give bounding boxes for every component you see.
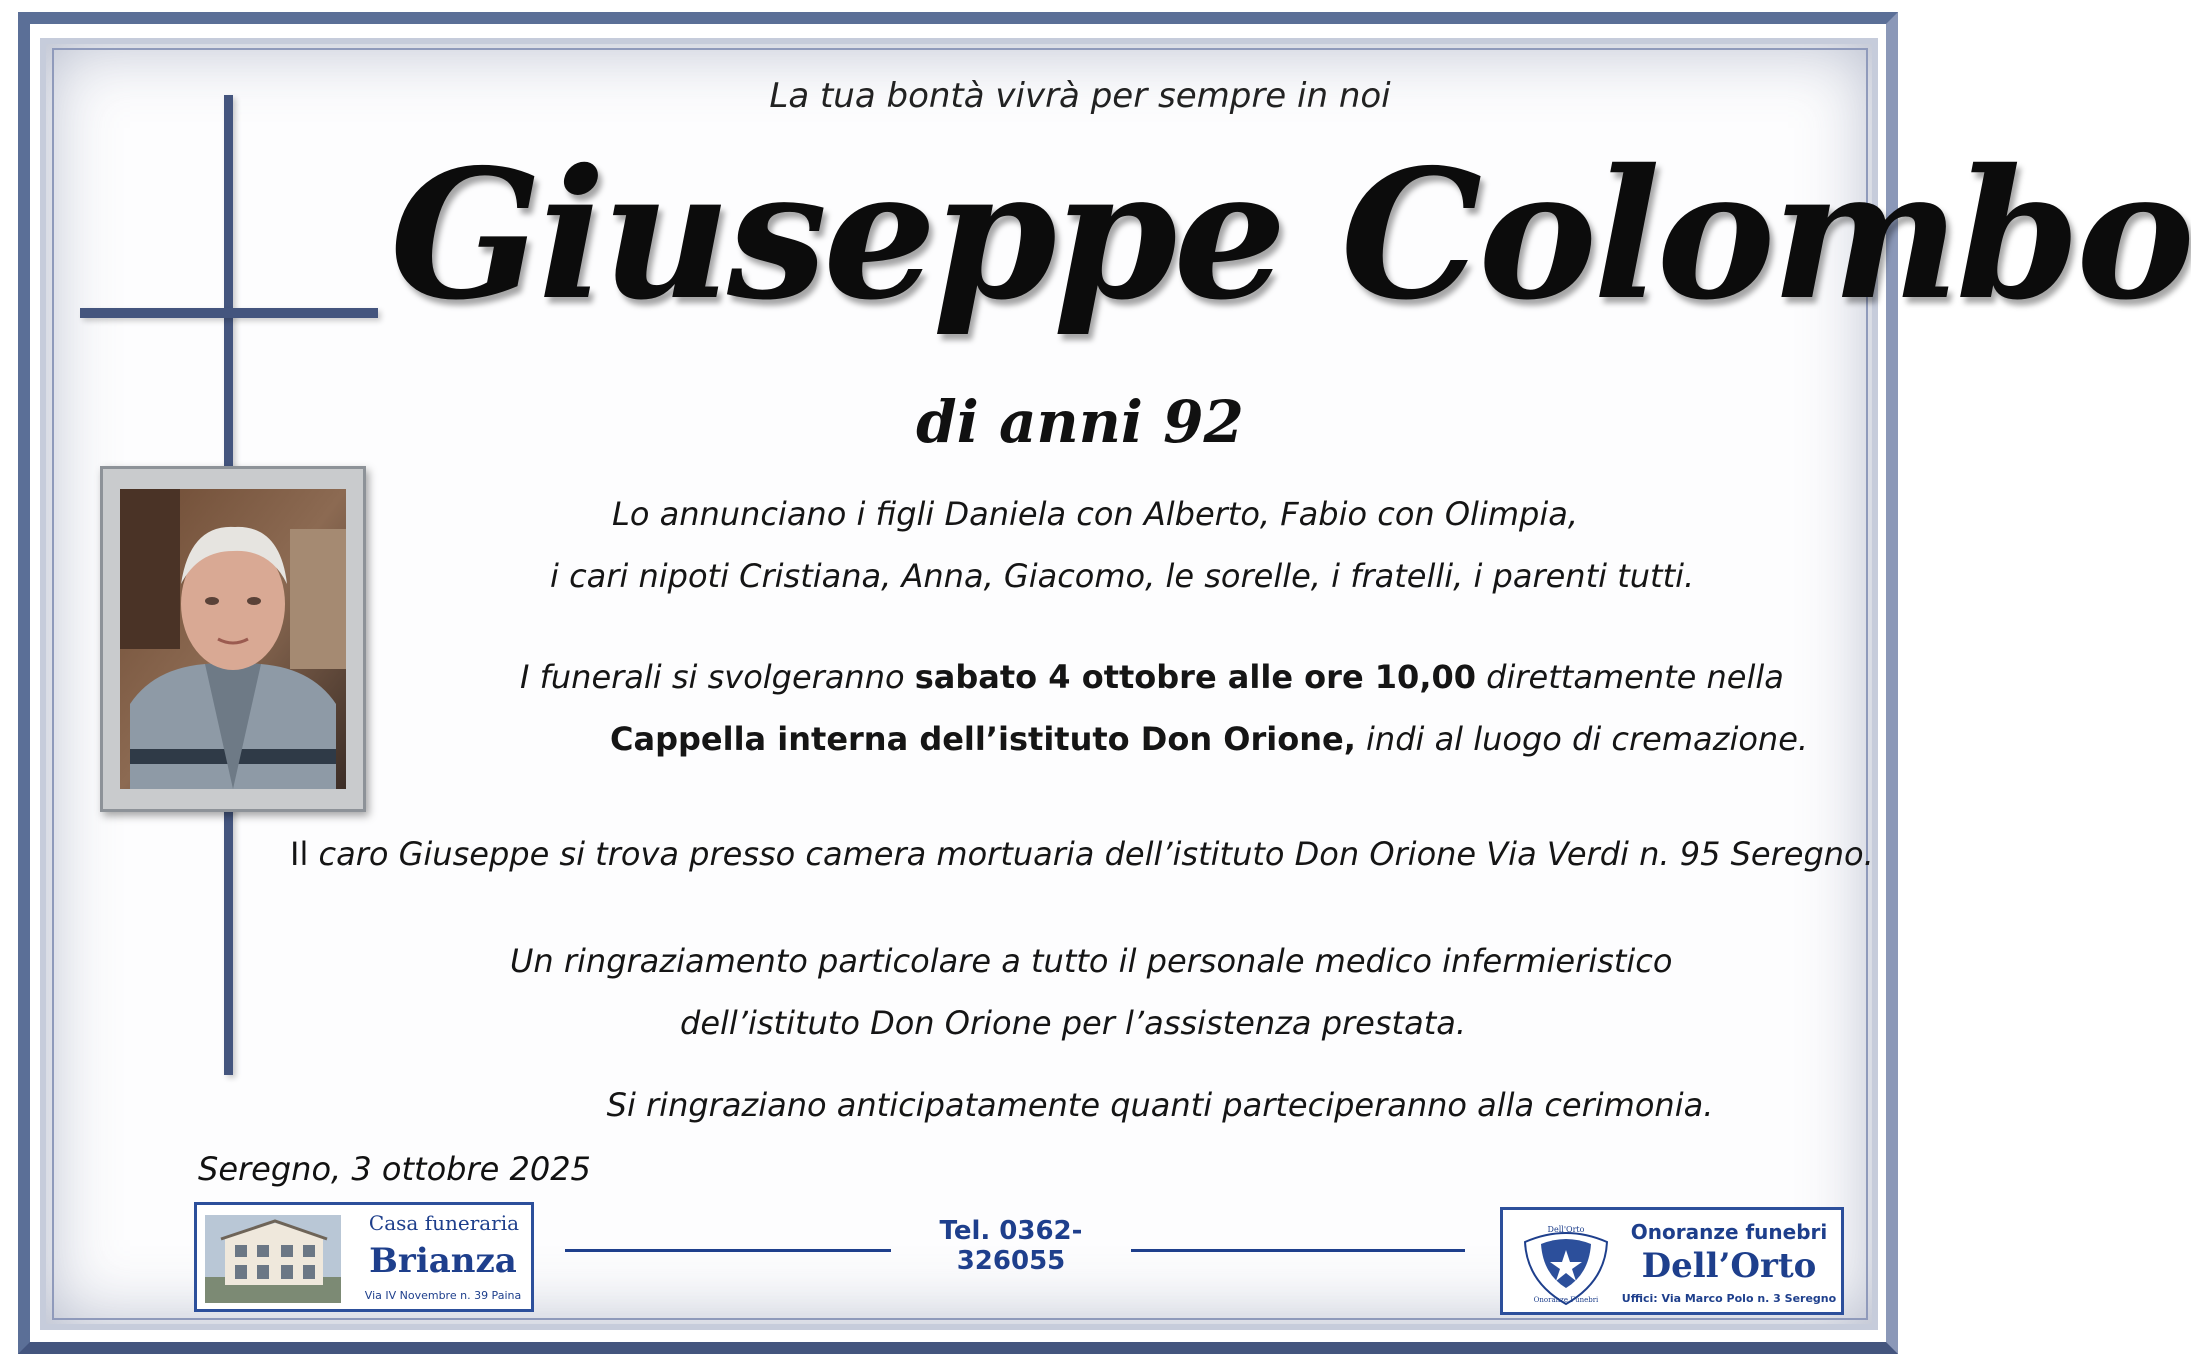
funeral-line-post: direttamente nella xyxy=(1476,658,1784,696)
seal-bottom-text: Onoranze Funebri xyxy=(1533,1296,1599,1304)
chapel-line-post: indi al luogo di cremazione. xyxy=(1355,720,1809,758)
location-text: caro Giuseppe si trova presso camera mortuaria dell’istituto Don Orione Via Verdi n. 95 Seregno. xyxy=(308,835,1874,873)
portrait-frame xyxy=(100,466,366,812)
thanks-line-3: Si ringraziano anticipatamente quanti parteciperanno alla cerimonia. xyxy=(606,1086,1714,1124)
notice-date: Seregno, 3 ottobre 2025 xyxy=(198,1150,591,1188)
seal-icon xyxy=(1519,1220,1613,1308)
cross-horizontal-bar xyxy=(80,308,378,318)
announcement-line-2: i cari nipoti Cristiana, Anna, Giacomo, le sorelle, i fratelli, i parenti tutti. xyxy=(550,557,1695,595)
deceased-age: di anni 92 xyxy=(916,388,1244,456)
funeral-line xyxy=(520,658,1784,696)
portrait-photo xyxy=(120,489,346,789)
location-line xyxy=(290,835,1874,873)
left-logo-line1: Casa funeraria xyxy=(368,1211,520,1235)
funeral-date: sabato 4 ottobre alle ore 10,00 xyxy=(914,658,1476,696)
chapel-name: Cappella interna dell’istituto Don Orione, xyxy=(610,720,1356,758)
left-logo-address: Via IV Novembre n. 39 Paina xyxy=(364,1289,522,1302)
funeral-line-pre: I funerali si svolgeranno xyxy=(520,658,915,696)
building-icon xyxy=(205,1215,341,1303)
left-logo-line2: Brianza xyxy=(369,1241,517,1281)
announcement-line-1: Lo annunciano i figli Daniela con Alberto, Fabio con Olimpia, xyxy=(612,495,1578,533)
thanks-line-1: Un ringraziamento particolare a tutto il personale medico infermieristico xyxy=(510,942,1673,980)
phone-line xyxy=(565,1216,1465,1276)
motto: La tua bontà vivrà per sempre in noi xyxy=(769,76,1391,116)
location-prefix: Il xyxy=(290,835,309,873)
phone-rule-left xyxy=(565,1249,891,1252)
seal-top-text: Dell'Orto xyxy=(1547,1225,1585,1234)
casa-funeraria-brianza-logo xyxy=(194,1202,534,1312)
deceased-name: Giuseppe Colombo xyxy=(390,130,2191,339)
right-logo-line2: Dell’Orto xyxy=(1641,1246,1817,1286)
right-logo-address: Uffici: Via Marco Polo n. 3 Seregno xyxy=(1621,1292,1837,1305)
phone-rule-right xyxy=(1131,1249,1465,1252)
onoranze-dellorto-logo xyxy=(1500,1207,1844,1315)
phone-number: Tel. 0362-326055 xyxy=(939,1216,1083,1276)
right-logo-line1: Onoranze funebri xyxy=(1630,1220,1828,1244)
thanks-line-2: dell’istituto Don Orione per l’assistenza prestata. xyxy=(680,1004,1467,1042)
chapel-line xyxy=(610,720,1809,758)
